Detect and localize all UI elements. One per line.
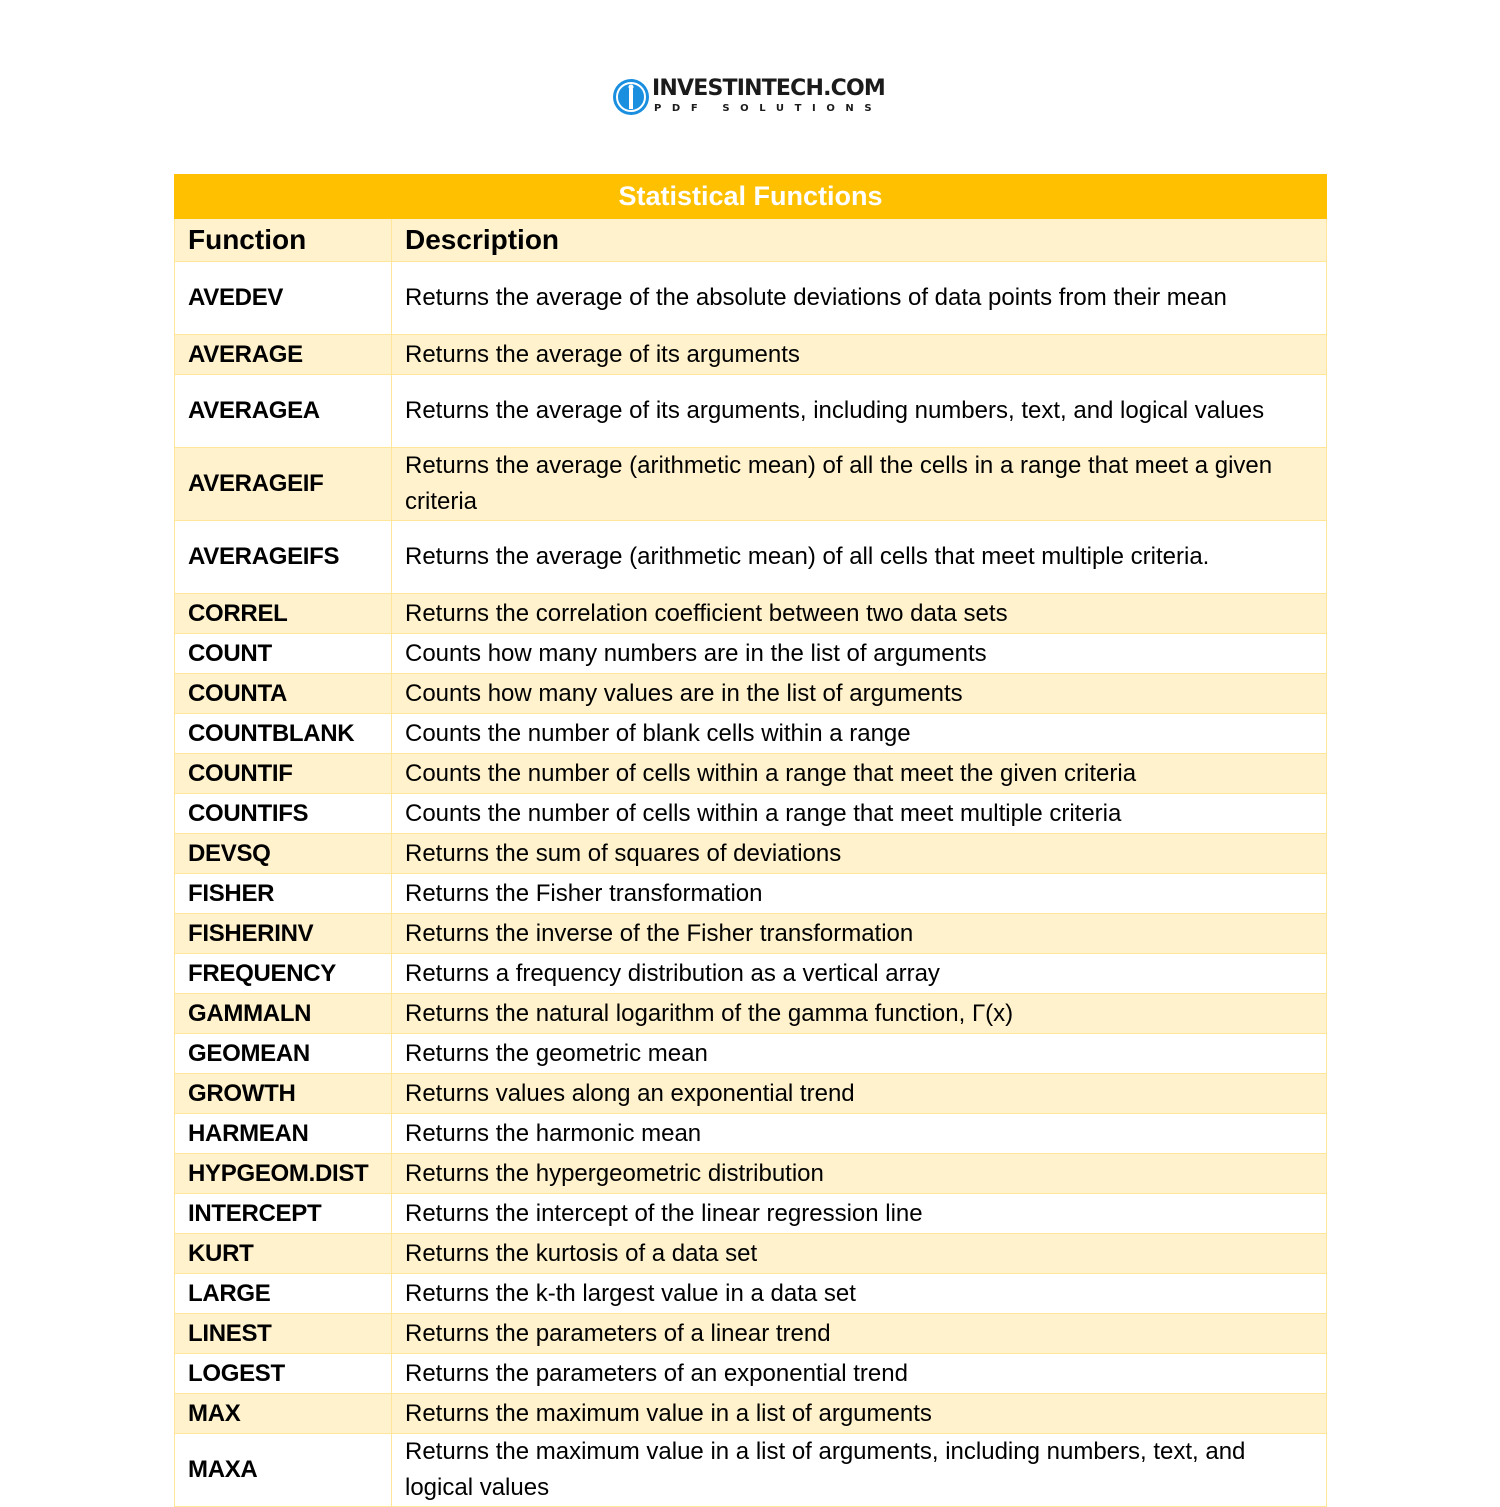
- table-header-row: [175, 219, 1327, 262]
- function-name-cell: KURT: [175, 1234, 392, 1274]
- table-row: [175, 1234, 1327, 1274]
- table-title-row: [175, 175, 1327, 219]
- function-description-cell: Returns the hypergeometric distribution: [392, 1154, 1327, 1194]
- table-row: [175, 521, 1327, 594]
- function-name-cell: COUNTA: [175, 674, 392, 714]
- table-row: [175, 335, 1327, 375]
- table-row: [175, 954, 1327, 994]
- function-description-cell: Counts the number of cells within a range that meet multiple criteria: [392, 794, 1327, 834]
- table-row: [175, 1194, 1327, 1234]
- function-description-cell: Counts the number of cells within a range that meet the given criteria: [392, 754, 1327, 794]
- function-description-cell: Returns the maximum value in a list of arguments: [392, 1394, 1327, 1434]
- function-description-cell: Returns the geometric mean: [392, 1034, 1327, 1074]
- function-description-cell: Returns the sum of squares of deviations: [392, 834, 1327, 874]
- function-description-cell: Counts how many values are in the list of arguments: [392, 674, 1327, 714]
- function-name-cell: FISHERINV: [175, 914, 392, 954]
- function-column-header: Function: [175, 219, 392, 262]
- function-description-cell: Returns the intercept of the linear regression line: [392, 1194, 1327, 1234]
- function-name-cell: HYPGEOM.DIST: [175, 1154, 392, 1194]
- function-description-cell: Returns the inverse of the Fisher transformation: [392, 914, 1327, 954]
- function-name-cell: MAX: [175, 1394, 392, 1434]
- function-description-cell: Returns the harmonic mean: [392, 1114, 1327, 1154]
- function-description-cell: Counts the number of blank cells within a range: [392, 714, 1327, 754]
- investintech-logo-icon: [612, 78, 650, 116]
- function-name-cell: DEVSQ: [175, 834, 392, 874]
- function-name-cell: LOGEST: [175, 1354, 392, 1394]
- statistical-functions-table: [174, 174, 1327, 1507]
- table-row: [175, 1434, 1327, 1507]
- function-name-cell: AVEDEV: [175, 262, 392, 335]
- table-row: [175, 914, 1327, 954]
- function-name-cell: AVERAGE: [175, 335, 392, 375]
- investintech-logo: [612, 76, 892, 120]
- function-name-cell: CORREL: [175, 594, 392, 634]
- table-row: [175, 1154, 1327, 1194]
- function-name-cell: GROWTH: [175, 1074, 392, 1114]
- function-description-cell: Returns the average (arithmetic mean) of all the cells in a range that meet a given criteria: [392, 448, 1327, 521]
- logo-subtitle: PDF SOLUTIONS: [654, 103, 883, 114]
- table-row: [175, 794, 1327, 834]
- function-name-cell: COUNTBLANK: [175, 714, 392, 754]
- function-description-cell: Counts how many numbers are in the list of arguments: [392, 634, 1327, 674]
- table-row: [175, 1074, 1327, 1114]
- table-row: [175, 714, 1327, 754]
- table-row: [175, 448, 1327, 521]
- logo-title: INVESTINTECH.COM: [652, 76, 885, 101]
- function-name-cell: LINEST: [175, 1314, 392, 1354]
- table-row: [175, 834, 1327, 874]
- description-column-header: Description: [392, 219, 1327, 262]
- function-name-cell: GAMMALN: [175, 994, 392, 1034]
- function-description-cell: Returns the average of its arguments, including numbers, text, and logical values: [392, 375, 1327, 448]
- function-name-cell: HARMEAN: [175, 1114, 392, 1154]
- function-description-cell: Returns the average of its arguments: [392, 335, 1327, 375]
- function-name-cell: LARGE: [175, 1274, 392, 1314]
- function-description-cell: Returns a frequency distribution as a vertical array: [392, 954, 1327, 994]
- function-name-cell: COUNTIF: [175, 754, 392, 794]
- table-title: Statistical Functions: [175, 175, 1327, 219]
- function-name-cell: AVERAGEIF: [175, 448, 392, 521]
- function-description-cell: Returns the k-th largest value in a data set: [392, 1274, 1327, 1314]
- function-name-cell: MAXA: [175, 1434, 392, 1507]
- table-row: [175, 874, 1327, 914]
- function-description-cell: Returns the correlation coefficient between two data sets: [392, 594, 1327, 634]
- table-row: [175, 754, 1327, 794]
- function-name-cell: FREQUENCY: [175, 954, 392, 994]
- function-description-cell: Returns the average of the absolute deviations of data points from their mean: [392, 262, 1327, 335]
- function-description-cell: Returns the parameters of an exponential trend: [392, 1354, 1327, 1394]
- function-name-cell: AVERAGEA: [175, 375, 392, 448]
- table-row: [175, 1114, 1327, 1154]
- function-name-cell: INTERCEPT: [175, 1194, 392, 1234]
- table-row: [175, 1034, 1327, 1074]
- table-row: [175, 1394, 1327, 1434]
- table-row: [175, 1274, 1327, 1314]
- function-description-cell: Returns the parameters of a linear trend: [392, 1314, 1327, 1354]
- table-row: [175, 262, 1327, 335]
- function-name-cell: FISHER: [175, 874, 392, 914]
- table-row: [175, 1354, 1327, 1394]
- table-row: [175, 594, 1327, 634]
- function-description-cell: Returns the Fisher transformation: [392, 874, 1327, 914]
- function-description-cell: Returns the average (arithmetic mean) of all cells that meet multiple criteria.: [392, 521, 1327, 594]
- function-name-cell: GEOMEAN: [175, 1034, 392, 1074]
- table-row: [175, 674, 1327, 714]
- table-row: [175, 375, 1327, 448]
- function-name-cell: AVERAGEIFS: [175, 521, 392, 594]
- function-description-cell: Returns the maximum value in a list of arguments, including numbers, text, and logical values: [392, 1434, 1327, 1507]
- table-row: [175, 1314, 1327, 1354]
- table-row: [175, 994, 1327, 1034]
- function-description-cell: Returns the kurtosis of a data set: [392, 1234, 1327, 1274]
- function-description-cell: Returns values along an exponential trend: [392, 1074, 1327, 1114]
- function-description-cell: Returns the natural logarithm of the gamma function, Γ(x): [392, 994, 1327, 1034]
- function-name-cell: COUNTIFS: [175, 794, 392, 834]
- table-body: [175, 262, 1327, 1507]
- table-row: [175, 634, 1327, 674]
- function-name-cell: COUNT: [175, 634, 392, 674]
